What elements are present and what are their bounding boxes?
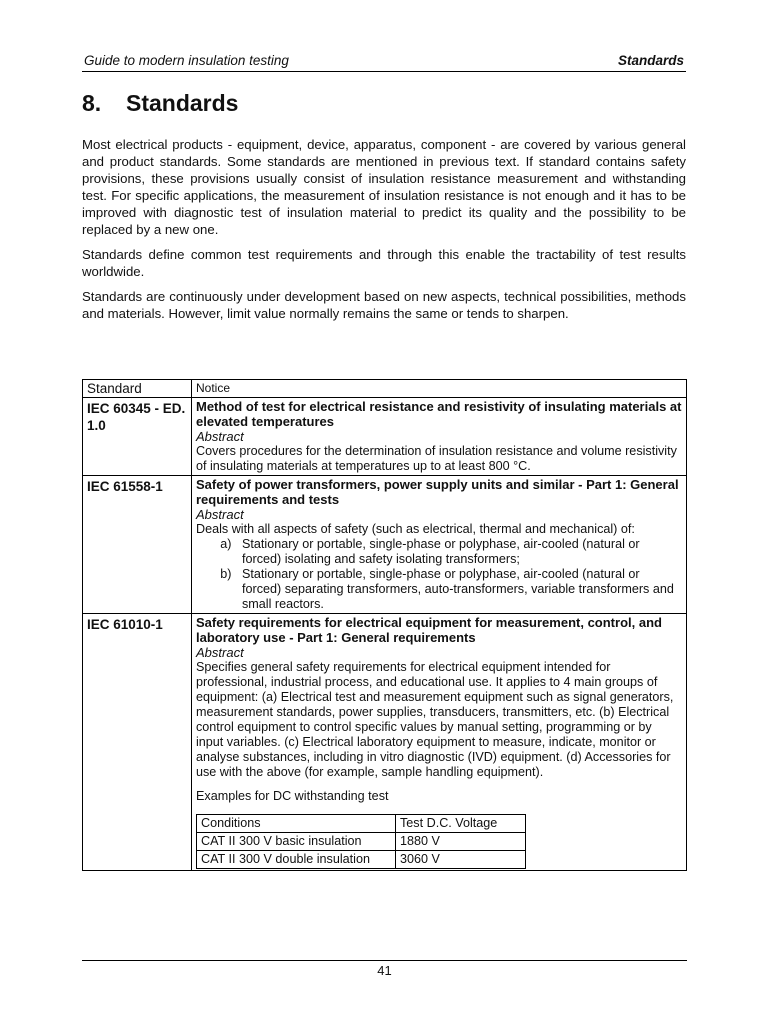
paragraph: Standards define common test requirements and through this enable the tractability of test results worldwide.: [82, 247, 686, 279]
table-row: [83, 614, 687, 871]
condition-cell: CAT II 300 V double insulation: [197, 851, 396, 869]
table-header-row: [83, 380, 687, 398]
dc-withstanding-table: [196, 814, 526, 869]
voltage-cell: 3060 V: [396, 851, 526, 869]
abstract-label: Abstract: [196, 507, 244, 522]
header-document-title: Guide to modern insulation testing: [84, 53, 289, 68]
intro-text: [82, 136, 686, 330]
running-header: [82, 53, 686, 72]
column-header-notice: Notice: [192, 380, 687, 398]
standard-title: Method of test for electrical resistance and resistivity of insulating materials at elevated temperatures: [196, 399, 682, 429]
header-section-title: Standards: [617, 53, 684, 68]
examples-label: Examples for DC withstanding test: [196, 789, 389, 803]
notice-cell: [192, 476, 687, 614]
standard-description: Deals with all aspects of safety (such as electrical, thermal and mechanical) of:: [196, 522, 635, 536]
notice-cell: [192, 398, 687, 476]
table-row: [83, 398, 687, 476]
standards-table: [82, 379, 687, 871]
paragraph: Most electrical products - equipment, device, apparatus, component - are covered by various general and product standards. Some standards are mentioned in previous text. If standard contains safety provisions, these provisions usually consist of insulation resistance measurement and withstanding test. For specific applications, the measurement of insulation resistance is not enough and it has to be improved with diagnostic test of insulation material to predict its quality and the possibility to be replaced by a new one.: [82, 137, 686, 237]
subtable-header-row: [197, 815, 526, 833]
table-row: [83, 476, 687, 614]
list-item: a. Stationary or portable, single-phase or polyphase, air-cooled (natural or forced) isolating and safety isolating transformers;: [242, 537, 682, 567]
list-item: b. Stationary or portable, single-phase or polyphase, air-cooled (natural or forced) separating transformers, auto-transformers, variable transformers and small reactors.: [242, 567, 682, 612]
voltage-cell: 1880 V: [396, 833, 526, 851]
standard-title: Safety of power transformers, power supply units and similar - Part 1: General requirements and tests: [196, 477, 679, 507]
standard-title: Safety requirements for electrical equipment for measurement, control, and laboratory use - Part 1: General requirements: [196, 615, 662, 645]
subtable-row: [197, 851, 526, 869]
condition-cell: CAT II 300 V basic insulation: [197, 833, 396, 851]
paragraph: Standards are continuously under development based on new aspects, technical possibilities, methods and materials. However, limit value normally remains the same or tends to sharpen.: [82, 289, 686, 321]
page-number: 41: [377, 963, 392, 978]
standard-description: Specifies general safety requirements for electrical equipment intended for professional, industrial process, and educational use. It applies to 4 main groups of equipment: (a) Electrical test and measurement equipment such as signal generators, measurement standards, power supplies, transducers, transmitters, etc. (b) Electrical control equipment to control specific values by manual setting, programming or by input variables. (c) Electrical laboratory equipment to measure, indicate, monitor or analyse substances, including in vitro diagnostic (IVD) equipment. (d) Accessories for use with the above (for example, sample handling equipment).: [196, 660, 674, 779]
scope-list: [196, 537, 682, 612]
notice-cell: [192, 614, 687, 871]
standard-code: IEC 60345 - ED. 1.0: [83, 398, 192, 476]
column-header-voltage: Test D.C. Voltage: [396, 815, 526, 833]
column-header-conditions: Conditions: [197, 815, 396, 833]
standard-description: Covers procedures for the determination of insulation resistance and volume resistivity of insulating materials at temperatures up to at least 800 °C.: [196, 444, 677, 473]
abstract-label: Abstract: [196, 645, 244, 660]
abstract-label: Abstract: [196, 429, 244, 444]
standard-code: IEC 61010-1: [83, 614, 192, 871]
section-title: Standards: [126, 90, 239, 116]
page-footer: [82, 960, 687, 978]
section-number: 8.: [82, 90, 102, 116]
subtable-row: [197, 833, 526, 851]
standard-code: IEC 61558-1: [83, 476, 192, 614]
column-header-standard: Standard: [83, 380, 192, 398]
page-title: [82, 90, 238, 117]
